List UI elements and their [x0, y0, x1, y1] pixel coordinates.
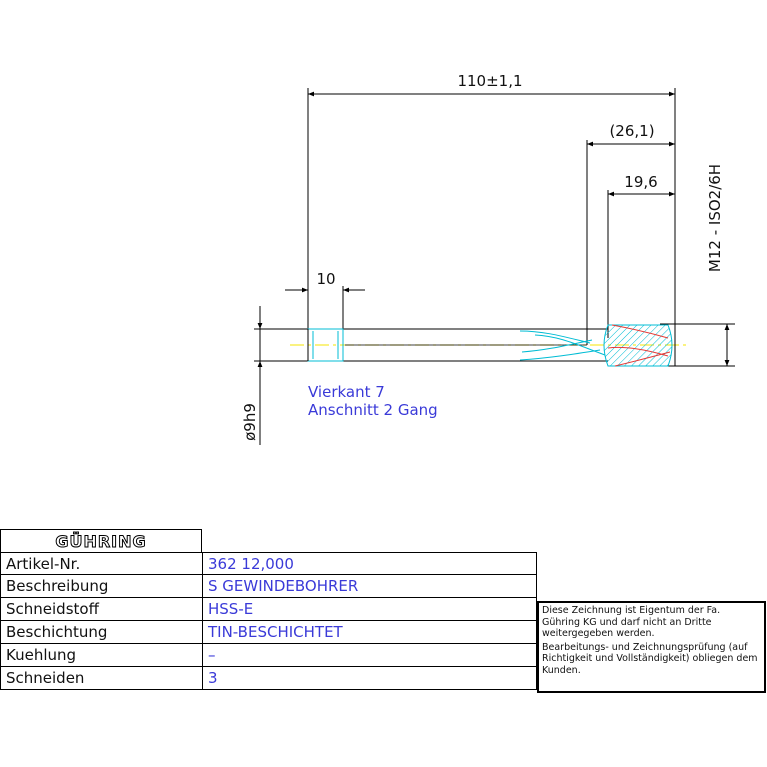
notice-ownership: Diese Zeichnung ist Eigentum der Fa. Gühring KG und darf nicht an Dritte weitergegeben werden.: [542, 605, 721, 639]
article-value: 362 12,000: [202, 552, 537, 575]
dim-thread-ref: [587, 122, 675, 345]
cooling-label: Kuehlung: [0, 644, 202, 667]
flutes-value: 3: [202, 667, 537, 690]
title-row-cooling: [0, 644, 537, 667]
dim-thread-spec-label: M12 - ISO2/6H: [706, 163, 724, 273]
description-label: Beschreibung: [0, 575, 202, 598]
description-value: S GEWINDEBOHRER: [202, 575, 537, 598]
dim-thread-ref-label: (26,1): [609, 122, 655, 140]
title-row-material: [0, 598, 537, 621]
ownership-notice: [537, 601, 766, 693]
dim-square-length-label: 10: [316, 270, 336, 288]
dim-overall-length: [308, 72, 675, 333]
note-square: Vierkant 7: [308, 383, 385, 401]
tap-body: [290, 325, 690, 366]
title-block: [0, 529, 537, 693]
material-value: HSS-E: [202, 598, 537, 621]
dim-thread-length-label: 19,6: [624, 173, 658, 191]
coating-value: TIN-BESCHICHTET: [202, 621, 537, 644]
title-row-flutes: [0, 667, 537, 690]
dim-square-length: [285, 270, 365, 330]
dim-overall-length-label: 110±1,1: [457, 72, 523, 90]
note-chamfer: Anschnitt 2 Gang: [308, 401, 438, 419]
coating-label: Beschichtung: [0, 621, 202, 644]
flutes-label: Schneiden: [0, 667, 202, 690]
article-label: Artikel-Nr.: [0, 552, 202, 575]
dim-shank-diameter: [241, 306, 308, 445]
dim-thread-length: [608, 173, 675, 338]
dim-shank-diameter-label: ø9h9: [241, 403, 259, 441]
logo-text: GÜHRING: [55, 532, 147, 551]
title-row-coating: [0, 621, 537, 644]
material-label: Schneidstoff: [0, 598, 202, 621]
notice-review: Bearbeitungs- und Zeichnungsprüfung (auf Richtigkeit und Vollständigkeit) obliegen dem Kunden.: [542, 641, 758, 676]
title-row-article: [0, 552, 537, 575]
title-row-description: [0, 575, 537, 598]
cooling-value: –: [202, 644, 537, 667]
